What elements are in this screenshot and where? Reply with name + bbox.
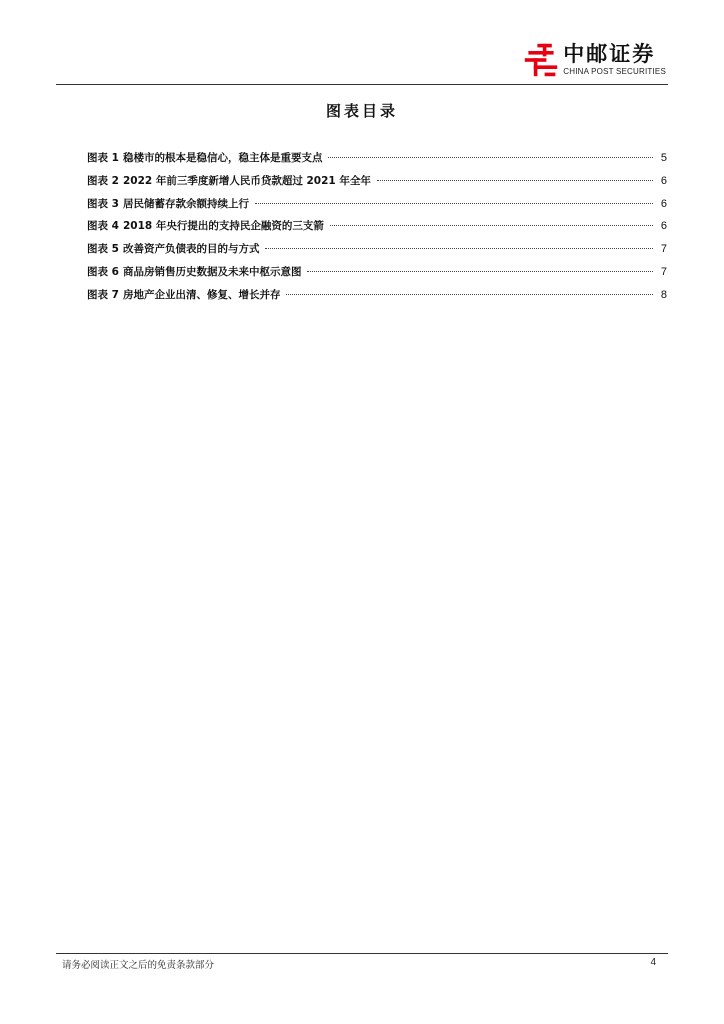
toc-entry[interactable]	[87, 264, 667, 287]
toc-entry-title: 居民储蓄存款余额持续上行	[122, 197, 249, 210]
toc-dot-leader	[265, 248, 653, 249]
toc-entry-page: 6	[660, 174, 667, 187]
toc-title: 图表目录	[325, 102, 398, 120]
toc-entry-title: 商品房销售历史数据及未来中枢示意图	[122, 265, 302, 278]
toc-entry-title: 稳楼市的根本是稳信心，稳主体是重要支点	[122, 152, 323, 164]
toc-dot-leader	[307, 271, 653, 272]
toc-entry-page: 8	[660, 288, 667, 301]
toc-entry[interactable]	[87, 150, 667, 173]
toc-dot-leader	[328, 157, 653, 158]
toc-entry[interactable]	[87, 241, 667, 264]
page-header	[0, 0, 724, 90]
toc-dot-leader	[286, 294, 653, 295]
toc-entry-page: 6	[660, 220, 667, 233]
toc-entry-label: 图表 5	[87, 243, 119, 256]
toc-entry-title: 2018 年央行提出的支持民企融资的三支箭	[122, 220, 324, 233]
toc-entry-title: 2022 年前三季度新增人民币贷款超过 2021 年全年	[122, 174, 371, 187]
toc-entry[interactable]	[87, 218, 667, 241]
toc-entry-page: 7	[660, 265, 667, 278]
footer-disclaimer-notice: 请务必阅读正文之后的免责条款部分	[62, 960, 215, 971]
toc-dot-leader	[377, 180, 653, 181]
table-of-figures	[87, 150, 667, 310]
logo-english-name: CHINA POST SECURITIES	[563, 67, 666, 76]
toc-dot-leader	[255, 203, 653, 204]
toc-entry-label: 图表 2	[87, 174, 119, 187]
header-divider	[56, 84, 668, 85]
footer-divider	[56, 953, 668, 954]
company-logo	[523, 42, 666, 82]
page-number: 4	[650, 957, 656, 968]
toc-entry[interactable]	[87, 173, 667, 196]
toc-entry-label: 图表 3	[87, 197, 119, 210]
toc-entry[interactable]	[87, 196, 667, 219]
toc-entry-label: 图表 7	[87, 288, 119, 301]
toc-entry-title: 房地产企业出清、修复、增长并存	[122, 288, 281, 301]
logo-chinese-name: 中邮证券	[563, 42, 656, 66]
toc-entry-title: 改善资产负债表的目的与方式	[122, 243, 260, 256]
toc-entry-page: 5	[660, 152, 667, 164]
toc-entry-label: 图表 4	[87, 220, 119, 233]
toc-entry-label: 图表 1	[87, 152, 119, 164]
toc-dot-leader	[330, 225, 653, 226]
toc-entry-page: 7	[660, 243, 667, 256]
toc-entry-page: 6	[660, 197, 667, 210]
china-post-logo-icon	[523, 42, 559, 78]
toc-entry[interactable]	[87, 287, 667, 310]
toc-entry-label: 图表 6	[87, 265, 119, 278]
